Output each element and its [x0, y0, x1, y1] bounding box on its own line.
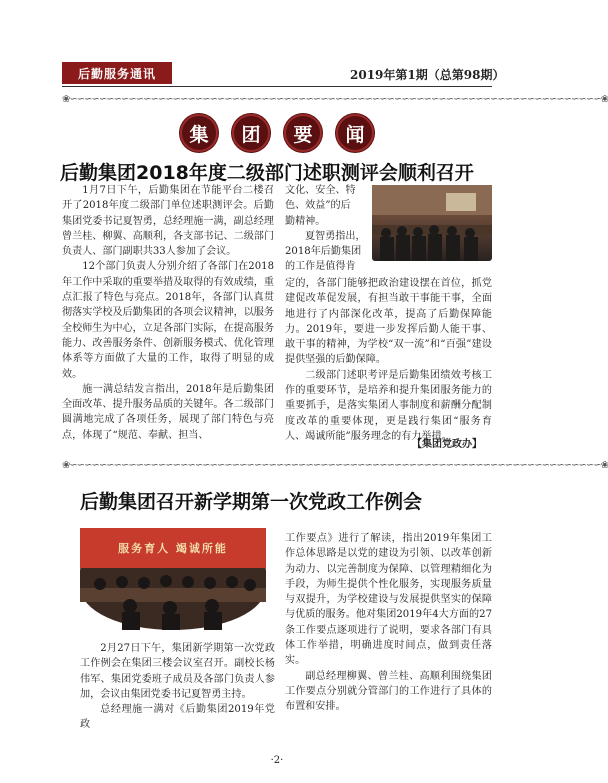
- issue-number: 2019年第1期（总第98期）: [350, 68, 505, 82]
- paragraph: 定的，各部门能够把政治建设摆在首位，抓党建促改革促发展，有担当敢干事能干事，全面地进行了内部深化改革，提高了后勤保障能力。2019年，要进一步发挥后勤人能干事、敢干事的精神，为学校“双一流”和“百强”建设提供坚强的后勤保障。: [285, 278, 492, 366]
- paragraph: 二级部门述职考评是后勤集团绩效考核工作的重要环节，是培养和提升集团服务能力的重要抓手，是落实集团人事制度和薪酬分配制度改革的重要体现，更是践行集团“服务育人、竭诚所能”服务理念的有力举措。: [285, 369, 492, 442]
- paragraph: 工作要点》进行了解读，指出2019年集团工作总体思路是以党的建设为引领、以改革创新为动力、以完善制度为保障、以管理精细化为手段，为师生提供个性化服务，实现服务质量与双提升，为学校建设与发展提供坚实的保障与优质的服务。他对集团2019年4大方面的27条工作要点逐项进行了说明，要求各部门有具体工作举措，明确进度时间点，做到责任落实。: [285, 533, 492, 667]
- article1-title: 后勤集团2018年度二级部门述职测评会顺利召开: [60, 162, 474, 184]
- banner-char: 闻: [336, 114, 374, 152]
- text-line: 2018年后勤集团: [285, 246, 362, 258]
- text-line: 文化、安全、特: [285, 185, 356, 196]
- section-tag: 后勤服务通讯: [62, 62, 172, 84]
- banner-char: 集: [180, 114, 218, 152]
- meeting-photo-1: [372, 185, 492, 261]
- header-rule: [62, 86, 492, 87]
- text-line: 夏智勇指出，: [305, 230, 366, 242]
- article1-left-column: [62, 183, 274, 443]
- article2-right-column: [285, 531, 492, 715]
- article1-right-top: [285, 183, 367, 275]
- banner-char: 团: [232, 114, 270, 152]
- banner-char: 要: [284, 114, 322, 152]
- text-line: 色、效益”的后: [285, 200, 351, 212]
- article1-right-column: [285, 276, 492, 444]
- article1-source: 【集团党政办】: [412, 439, 482, 450]
- article2-left-column: [80, 641, 275, 733]
- text-line: 勤精神。: [285, 215, 326, 227]
- paragraph: 1月7日下午，后勤集团在节能平台二楼召开了2018年度二级部门单位述职测评会。后勤集团党委书记夏智勇，总经理施一满，副总经理曾兰桂、柳翼、高顺利，各支部书记、二级部门负责人、部门副职共33人参加了会议。: [62, 185, 274, 258]
- paragraph: 总经理施一满对《后勤集团2019年党政: [80, 704, 275, 731]
- ornament-divider-middle: ❀∽∽∽∽∽∽∽∽∽∽∽∽∽∽∽∽∽∽∽∽∽∽∽∽∽∽∽∽∽∽∽∽∽∽∽∽∽∽∽∽∽∽∽∽∽∽∽∽∽∽∽∽∽∽∽∽∽∽∽∽∽∽∽∽∽∽∽∽∽∽∽∽❀: [62, 459, 608, 471]
- photo-banner-text: 服务育人 竭诚所能: [118, 542, 228, 555]
- meeting-photo-2: [80, 528, 266, 630]
- paragraph: 2月27日下午，集团新学期第一次党政工作例会在集团三楼会议室召开。副校长杨伟军、集团党委班子成员及各部门负责人参加，会议由集团党委书记夏智勇主持。: [80, 643, 275, 700]
- section-banner: [172, 113, 382, 153]
- paragraph: 12个部门负责人分别介绍了各部门在2018年工作中采取的重要举措及取得的有效成绩，重点汇报了特色与亮点。2018年，各部门认真贯彻落实学校及后勤集团的各项会议精神，以服务全校师生为中心，立足各部门实际，在提高服务能力、改善服务条件、创新服务模式、优化管理体系等方面做了大量的工作，取得了明显的成效。: [62, 261, 274, 380]
- paragraph: 施一满总结发言指出，2018年是后勤集团全面改革、提升服务品质的关键年。各二级部门圆满地完成了各项任务，展现了部门特色与亮点，体现了“规范、奉献、担当、: [62, 383, 274, 441]
- text-line: 的工作是值得肯: [285, 261, 356, 273]
- article2-title: 后勤集团召开新学期第一次党政工作例会: [80, 491, 423, 513]
- ornament-divider-top: ❀∽∽∽∽∽∽∽∽∽∽∽∽∽∽∽∽∽∽∽∽∽∽∽∽∽∽∽∽∽∽∽∽∽∽∽∽∽∽∽∽∽∽∽∽∽∽∽∽∽∽∽∽∽∽∽∽∽∽∽∽∽∽∽∽∽∽∽∽∽∽∽∽❀: [62, 93, 608, 105]
- page-number: ·2·: [270, 755, 284, 766]
- paragraph: 副总经理柳翼、曾兰桂、高顺利围绕集团工作要点分别就分管部门的工作进行了具体的布置和安排。: [285, 670, 492, 713]
